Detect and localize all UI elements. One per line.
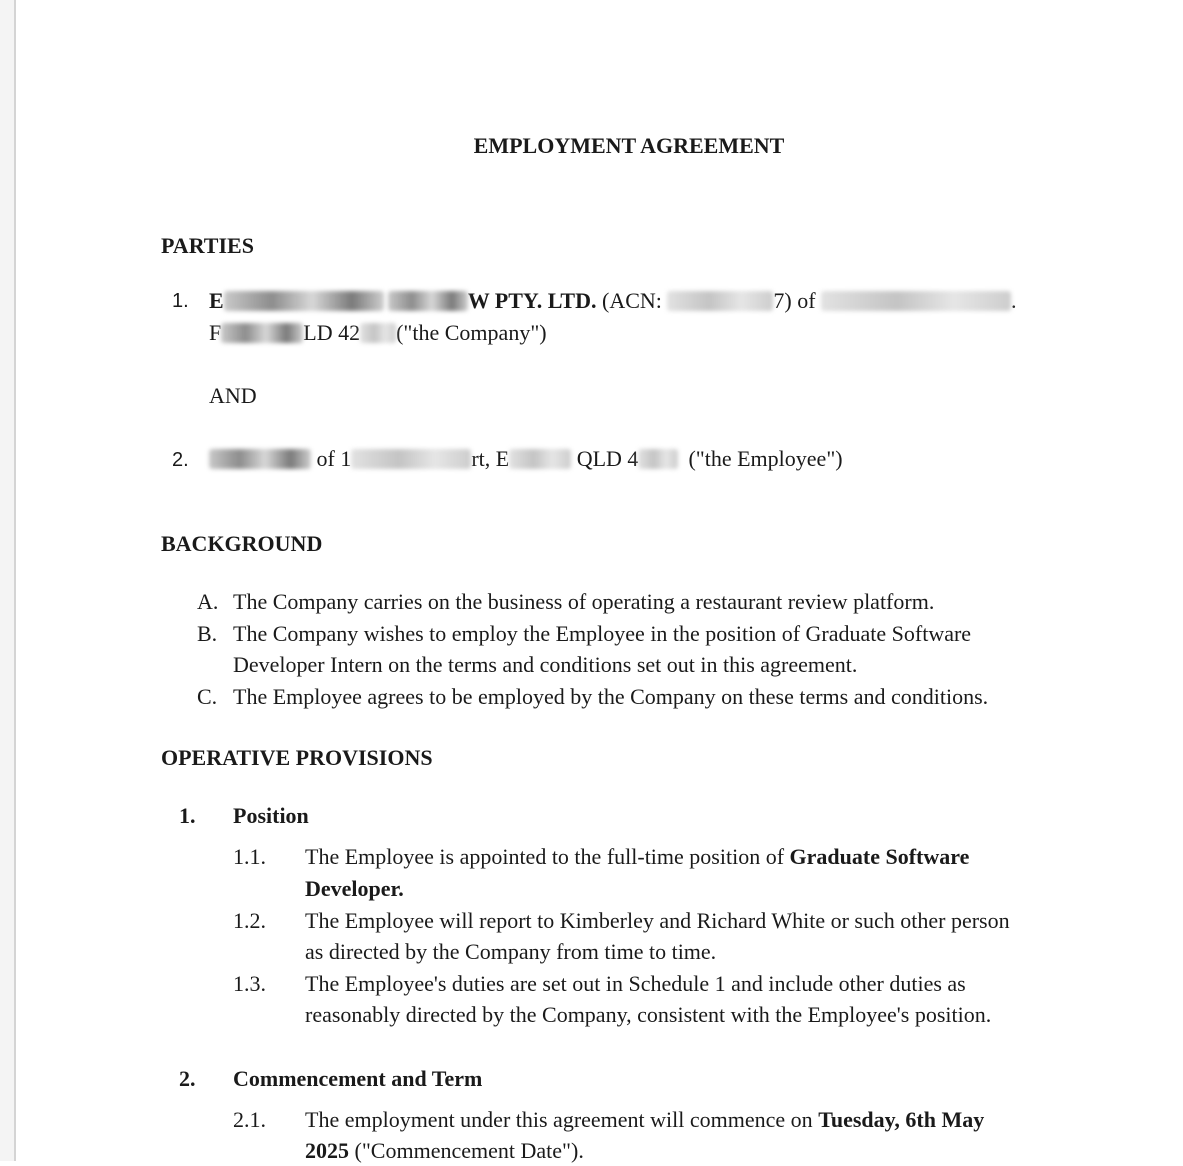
background-label-a: A. [197,589,219,614]
clause-2-1-line-1 [305,1105,984,1135]
party-2-role: ("the Employee") [688,446,843,471]
party-2-of: of 1 [311,446,352,471]
acn-suffix: 7) of [773,288,822,313]
clause-1-1-line-1 [305,842,969,872]
background-item-c: The Employee agrees to be employed by the Company on these terms and conditions. [233,684,989,709]
clause-2-1-text-end: ("Commencement Date"). [349,1138,584,1163]
operative-heading: OPERATIVE PROVISIONS [161,745,433,770]
party-1-trailing: . [1011,288,1017,313]
clause-2-1-number: 2.1. [233,1107,266,1132]
document-title: EMPLOYMENT AGREEMENT [473,133,785,158]
company-name-suffix: W PTY. LTD. [467,288,597,313]
clause-2-1-line-2 [305,1136,584,1166]
clause-2-1-bold: Tuesday, 6th May [818,1107,985,1132]
background-heading: BACKGROUND [161,531,323,556]
clause-1-1-line-2: Developer. [305,876,404,901]
party-2-state: QLD 4 [571,446,639,471]
redacted-company-name [224,291,384,311]
background-item-b-line-1: The Company wishes to employ the Employee in the position of Graduate Software [233,621,972,646]
redacted-acn [667,291,773,311]
background-label-b: B. [197,621,218,646]
party-2-street-suffix: rt, E [471,446,510,471]
clause-1-3-line-2: reasonably directed by the Company, consistent with the Employee's position. [305,1002,992,1027]
section-2-title: Commencement and Term [233,1066,483,1091]
parties-heading: PARTIES [161,233,254,258]
clause-2-1-text: The employment under this agreement will commence on [305,1107,819,1132]
clause-1-2-line-1: The Employee will report to Kimberley and Richard White or such other person [305,908,1010,933]
clause-2-1-bold-year: 2025 [305,1138,349,1163]
background-label-c: C. [197,684,218,709]
party-2-number: 2. [172,449,189,471]
party-1-number: 1. [172,290,189,312]
and-label: AND [209,383,257,408]
redacted-company-name [388,291,468,311]
redacted-postcode [638,449,678,469]
acn-prefix: (ACN: [602,288,668,313]
section-1-number: 1. [179,803,196,828]
party-2-line [209,444,843,474]
redacted-employee-name [209,449,311,469]
party-1-role: ("the Company") [396,320,547,345]
section-2-number: 2. [179,1066,196,1091]
party-1-line-1: E W PTY. LTD. (ACN: 7) of . [209,288,1017,313]
party-1-state: LD 42 [303,320,361,345]
section-1-title: Position [233,803,309,828]
clause-1-1-number: 1.1. [233,844,266,869]
redacted-suburb [509,449,571,469]
clause-1-1-text: The Employee is appointed to the full-time position of [305,844,790,869]
redacted-suburb [221,323,303,343]
clause-1-2-line-2: as directed by the Company from time to time. [305,939,717,964]
background-item-a: The Company carries on the business of operating a restaurant review platform. [233,589,935,614]
party-1-line-2: F LD 42 ("the Company") [209,320,547,345]
background-item-b-line-2: Developer Intern on the terms and conditions set out in this agreement. [233,652,858,677]
clause-1-1-bold: Graduate Software [789,844,970,869]
clause-1-2-number: 1.2. [233,908,266,933]
clause-1-3-number: 1.3. [233,971,266,996]
redacted-postcode [360,323,396,343]
redacted-street [351,449,471,469]
clause-1-3-line-1: The Employee's duties are set out in Schedule 1 and include other duties as [305,971,966,996]
redacted-address [821,291,1011,311]
